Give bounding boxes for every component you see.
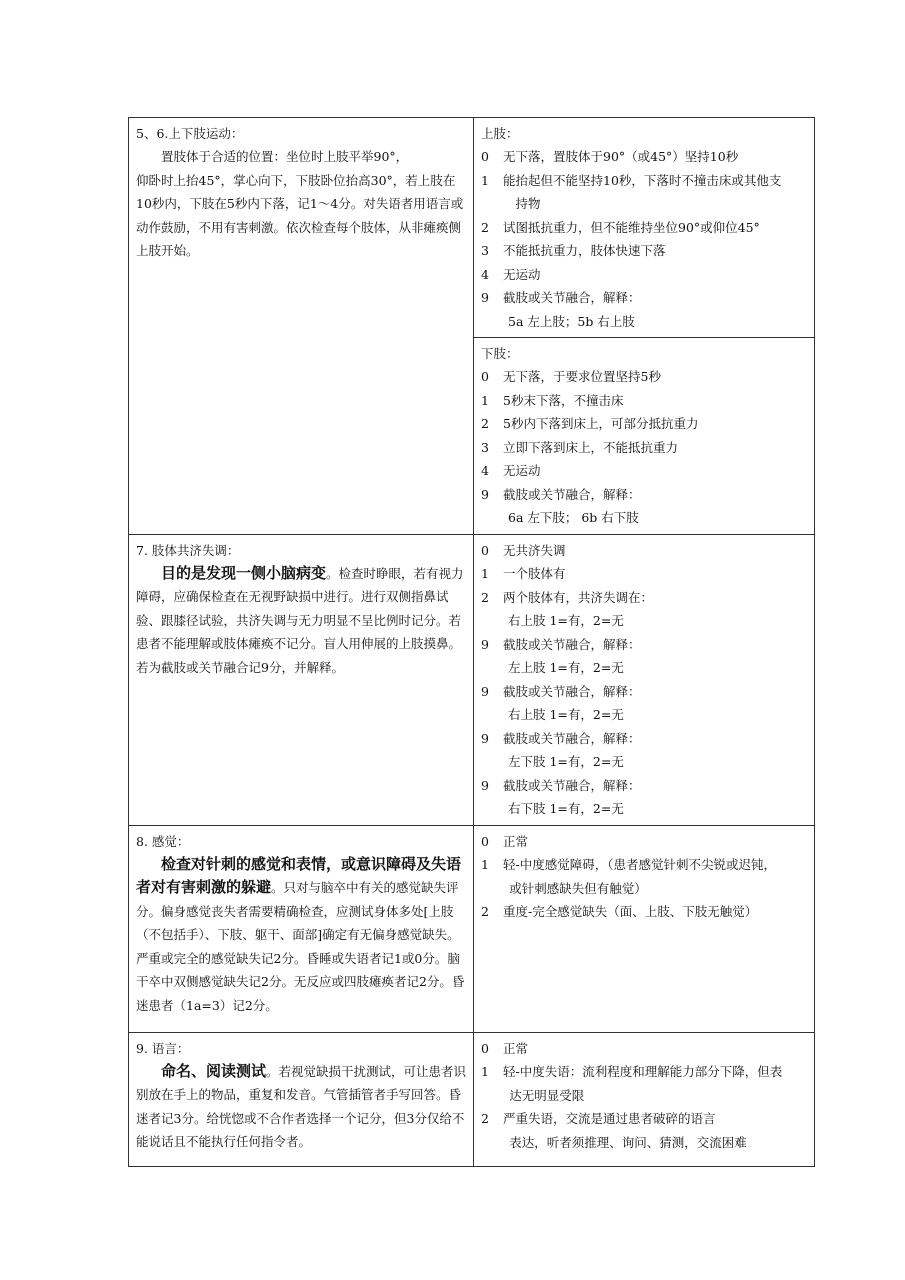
score-item: 1 轻-中度感觉障碍，（患者感觉针刺不尖锐或迟钝， 或针刺感缺失但有触觉） (481, 857, 776, 896)
ataxia-desc: 。检查时睁眼，若有视力障碍，应确保检查在无视野缺损中进行。进行双侧指鼻试验、跟膝径试验，共济失调与无力明显不呈比例时记分。若患者不能理解或肢体瘫痪不记分。盲人用伸展的上肢摸鼻。若为截肢或关节融合记9分，并解释。 (136, 565, 464, 675)
language-instructions-cell (129, 1032, 474, 1166)
motor-instructions-cell (129, 118, 474, 535)
language-scores-cell (474, 1032, 815, 1166)
score-item: 1 能抬起但不能坚持10秒，下落时不撞击床或其他支 持物 (481, 172, 782, 211)
motor-row (129, 118, 815, 338)
score-item: 9 截肢或关节融合，解释： (481, 290, 641, 305)
language-row (129, 1032, 815, 1166)
score-item: 2 试图抵抗重力，但不能维持坐位90°或仰位45° (481, 219, 760, 235)
sensory-lead: 检查对针刺的感觉和表情，或意识障碍及失语者对有害刺激的躲避 (136, 854, 462, 896)
motor-desc-2: 仰卧时上抬45°，掌心向下，下肢卧位抬高30°，若上肢在10秒内，下肢在5秒内下落，记1～4分。对失语者用语言或动作鼓励，不用有害刺激。依次检查每个肢体，从非瘫痪侧上肢开始。 (136, 172, 464, 258)
language-title: 9. 语言： (136, 1040, 190, 1056)
ataxia-lead: 目的是发现一侧小脑病变 (161, 563, 327, 582)
score-item: 4 无运动 (481, 463, 541, 478)
score-item: 2 两个肢体有，共济失调在： (481, 589, 654, 605)
score-subitem: 左上肢 1=有，2=无 (508, 660, 624, 675)
score-subitem: 左下肢 1=有，2=无 (508, 754, 624, 769)
score-item: 9 截肢或关节融合，解释： (481, 730, 641, 746)
lower-limb-note: 6a 左下肢； 6b 右下肢 (508, 510, 639, 525)
language-lead: 命名、阅读测试 (161, 1061, 267, 1080)
score-item: 9 截肢或关节融合，解释： (481, 777, 641, 793)
sensory-desc: 。只对与脑卒中有关的感觉缺失评分。偏身感觉丧失者需要精确检查，应测试身体多处[上肢（不包括手）、下肢、躯干、面部]确定有无偏身感觉缺失。严重或完全的感觉缺失记2分。昏睡或失语者记1或0分。脑干卒中双侧感觉缺失记2分。无反应或四肢瘫痪者记2分。昏迷患者（1a=3）记2分。 (136, 880, 465, 1013)
lower-limb-heading: 下肢： (481, 346, 519, 361)
upper-limb-cell (474, 118, 815, 338)
score-item: 0 正常 (481, 833, 529, 849)
score-item: 2 5秒内下落到床上，可部分抵抗重力 (481, 416, 699, 431)
score-item: 0 正常 (481, 1040, 529, 1056)
motor-desc-1: 置肢体于合适的位置：坐位时上肢平举90°， (161, 149, 409, 164)
lower-limb-cell (474, 338, 815, 535)
score-item: 4 无运动 (481, 266, 541, 282)
sensory-title: 8. 感觉： (136, 833, 190, 849)
motor-title: 5、6.上下肢运动： (136, 126, 244, 141)
score-item: 3 立即下落到床上，不能抵抗重力 (481, 439, 679, 455)
upper-limb-note: 5a 左上肢；5b 右上肢 (508, 313, 635, 329)
score-item: 1 一个肢体有 (481, 566, 566, 581)
nihss-scale-table (128, 117, 815, 1167)
ataxia-scores-cell (474, 534, 815, 825)
score-item: 0 无下落，置肢体于90°（或45°）坚持10秒 (481, 149, 739, 164)
score-item: 9 截肢或关节融合，解释： (481, 683, 641, 699)
score-subitem: 右上肢 1=有，2=无 (508, 707, 624, 722)
score-item: 1 5秒末下落，不撞击床 (481, 392, 624, 408)
score-item: 2 严重失语，交流是通过患者破碎的语言 表达，听者须推理、询问、猜测，交流困难 (481, 1111, 747, 1150)
score-item: 9 截肢或关节融合，解释： (481, 486, 641, 502)
score-item: 0 无共济失调 (481, 542, 566, 558)
ataxia-title: 7. 肢体共济失调： (136, 542, 240, 558)
sensory-scores-cell (474, 825, 815, 1032)
sensory-row (129, 825, 815, 1032)
ataxia-row (129, 534, 815, 825)
score-item: 3 不能抵抗重力，肢体快速下落 (481, 243, 666, 258)
score-subitem: 右下肢 1=有，2=无 (508, 801, 624, 816)
upper-limb-heading: 上肢： (481, 126, 519, 141)
score-subitem: 右上肢 1=有，2=无 (508, 613, 624, 628)
language-desc: 。若视觉缺损干扰测试，可让患者识别放在手上的物品，重复和发音。气管插管者手写回答。昏迷者记3分。给恍惚或不合作者选择一个记分，但3分仅给不能说话且不能执行任何指令者。 (136, 1063, 467, 1149)
score-item: 1 轻-中度失语：流利程度和理解能力部分下降，但表 达无明显受限 (481, 1064, 783, 1103)
ataxia-instructions-cell (129, 534, 474, 825)
score-item: 9 截肢或关节融合，解释： (481, 636, 641, 652)
score-item: 2 重度-完全感觉缺失（面、上肢、下肢无触觉） (481, 904, 758, 919)
score-item: 0 无下落，于要求位置坚持5秒 (481, 369, 661, 384)
sensory-instructions-cell (129, 825, 474, 1032)
